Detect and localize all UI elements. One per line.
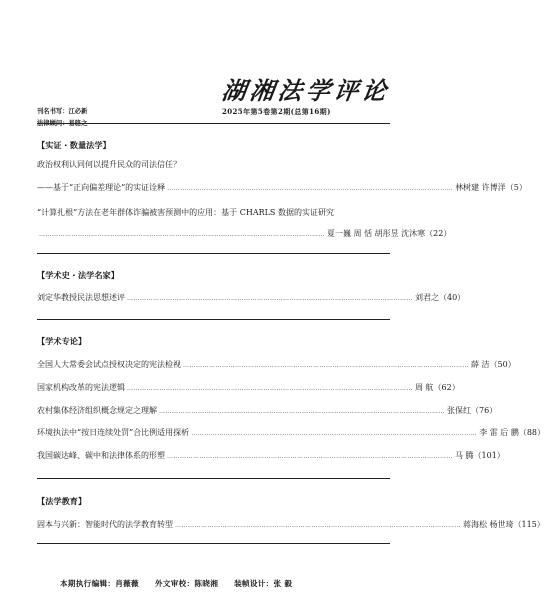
article-title: 环境执法中“按日连续处罚”合比例适用探析 — [37, 428, 190, 437]
section-title-monograph: 【学术专论】 — [37, 336, 87, 346]
toc-entry[interactable] — [37, 427, 545, 439]
leader-dots: …………………………………………………………………………………………………………………… — [183, 362, 469, 369]
article-author-page: 周 航（62） — [415, 383, 460, 392]
article-title: 农村集体经济组织概念规定之理解 — [37, 406, 157, 415]
issue-info: 2025年第5卷第2期(总第16期) — [222, 107, 331, 116]
article-title: 全国人大常委会试点授权决定的宪法检视 — [37, 360, 181, 369]
legal-advisor: 法律顾问：易骆之 — [37, 119, 88, 127]
section-title-history: 【学术史・法学名家】 — [37, 270, 119, 280]
toc-entry[interactable] — [37, 228, 452, 240]
leader-dots: …………………………………………………………………………………………………………………… — [191, 430, 478, 437]
section-divider — [37, 319, 390, 320]
article-title: 固本与兴新：智能时代的法学教育转型 — [37, 520, 173, 529]
article-author-page: 李 雷 后 鹏（88） — [479, 428, 545, 437]
toc-entry[interactable] — [37, 382, 460, 394]
leader-dots: …………………………………………………………………………………………………………………… — [39, 231, 325, 238]
section-divider — [37, 253, 390, 254]
english-reviewer: 外文审校：陈晓湘 — [154, 579, 219, 588]
journal-brand — [220, 76, 393, 105]
leader-dots: …………………………………………………………………………………………………………………… — [127, 295, 413, 302]
article-subtitle: ——基于“正向偏差理论”的实证诠释 — [37, 183, 166, 192]
article-title[interactable]: 政治权利认同何以提升民众的司法信任？ — [37, 160, 181, 169]
masthead-credits — [37, 106, 147, 129]
article-author-page: 薛 洁（50） — [471, 360, 516, 369]
leader-dots: …………………………………………………………………………………………………………………… — [159, 408, 445, 415]
article-author-page: 张保红（76） — [447, 406, 498, 415]
leader-dots: …………………………………………………………………………………………………………………… — [175, 522, 461, 529]
section-divider — [37, 543, 390, 544]
article-title[interactable]: “计算扎根”方法在老年群体诈骗被害预测中的应用：基于 CHARLS 数据的实证研究 — [37, 208, 334, 217]
article-author-page: 马 腾（101） — [455, 451, 505, 460]
leader-dots: …………………………………………………………………………………………………………………… — [167, 453, 453, 460]
section-title-education: 【法学教育】 — [37, 496, 87, 506]
toc-entry[interactable] — [37, 519, 545, 531]
article-author-page: 林树建 许博洋（5） — [455, 183, 527, 192]
executive-editor: 本期执行编辑：肖薇薇 — [60, 579, 139, 588]
article-title: 刘定华教授民法思想述评 — [37, 293, 125, 302]
toc-entry[interactable] — [37, 405, 498, 417]
header-divider — [37, 123, 390, 124]
leader-dots: …………………………………………………………………………………………………………………… — [167, 185, 454, 192]
leader-dots: …………………………………………………………………………………………………………………… — [127, 385, 413, 392]
title-calligrapher: 刊名书写：江必新 — [37, 108, 88, 115]
toc-entry[interactable] — [37, 182, 527, 194]
article-author-page: 夏一巍 周 恬 胡彤昱 沈沐寒（22） — [327, 229, 452, 238]
article-author-page: 刘君之（40） — [415, 293, 466, 302]
toc-entry[interactable] — [37, 292, 466, 304]
toc-entry[interactable] — [37, 359, 516, 371]
section-divider — [37, 478, 390, 479]
section-title-empirical: 【实证・数量法学】 — [37, 140, 111, 150]
editorial-credits — [60, 578, 380, 589]
article-author-page: 蒋海松 杨世琦（115） — [463, 520, 545, 529]
journal-title: 湖湘法学评论 — [220, 76, 393, 105]
article-title: 我国碳达峰、碳中和法律体系的形塑 — [37, 451, 165, 460]
article-title: 国家机构改革的宪法逻辑 — [37, 383, 125, 392]
toc-entry[interactable] — [37, 450, 505, 462]
cover-designer: 装帧设计：张 毅 — [234, 579, 293, 588]
